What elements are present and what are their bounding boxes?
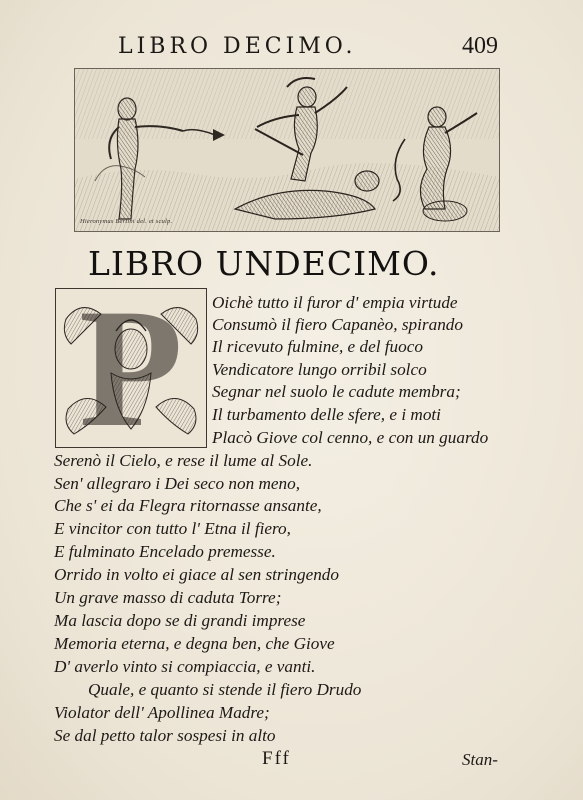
verse-line: Se dal petto talor sospesi in alto [54, 726, 276, 745]
engraver-credit: Hieronymus Bertini del. et sculp. [80, 218, 173, 225]
running-title: LIBRO DECIMO. [118, 34, 357, 59]
verse-line: Violator dell' Apollinea Madre; [54, 703, 270, 722]
verse-line: E fulminato Encelado premesse. [54, 542, 276, 561]
verse-line: Serenò il Cielo, e rese il lume al Sole. [54, 451, 313, 470]
verse-line: Memoria eterna, e degna ben, che Giove [54, 634, 335, 653]
chapter-title: LIBRO UNDECIMO. [88, 244, 440, 283]
verse-line: Ma lascia dopo se di grandi imprese [54, 611, 306, 630]
verse-line: Orrido in volto ei giace al sen stringendo [54, 565, 339, 584]
verse-line: Consumò il fiero Capanèo, spirando [212, 315, 463, 334]
verse-line: D' averlo vinto si compiaccia, e vanti. [54, 657, 316, 676]
verse-line: Che s' ei da Flegra ritornasse ansante, [54, 496, 322, 515]
verse-line: Segnar nel suolo le cadute membra; [212, 382, 461, 401]
verse-line: Quale, e quanto si stende il fiero Drudo [88, 680, 362, 699]
page-number: 409 [462, 33, 498, 59]
engraved-vignette [74, 68, 500, 232]
verse-line: E vincitor con tutto l' Etna il fiero, [54, 519, 291, 538]
verse-line: Vendicatore lungo orribil solco [212, 360, 427, 379]
initial-letter: P [79, 288, 183, 448]
verse-line: Il ricevuto fulmine, e del fuoco [212, 337, 423, 356]
verse-line: Un grave masso di caduta Torre; [54, 588, 282, 607]
verse-line: Oichè tutto il furor d' empia virtude [212, 293, 458, 312]
decorated-initial [55, 288, 207, 448]
vignette-illustration [75, 69, 499, 231]
catchword: Stan- [462, 750, 498, 769]
verse-line: Il turbamento delle sfere, e i moti [212, 405, 441, 424]
verse-line: Sen' allegraro i Dei seco non meno, [54, 474, 301, 493]
signature-mark: Fff [262, 748, 291, 769]
verse-line: Placò Giove col cenno, e con un guardo [212, 428, 489, 447]
